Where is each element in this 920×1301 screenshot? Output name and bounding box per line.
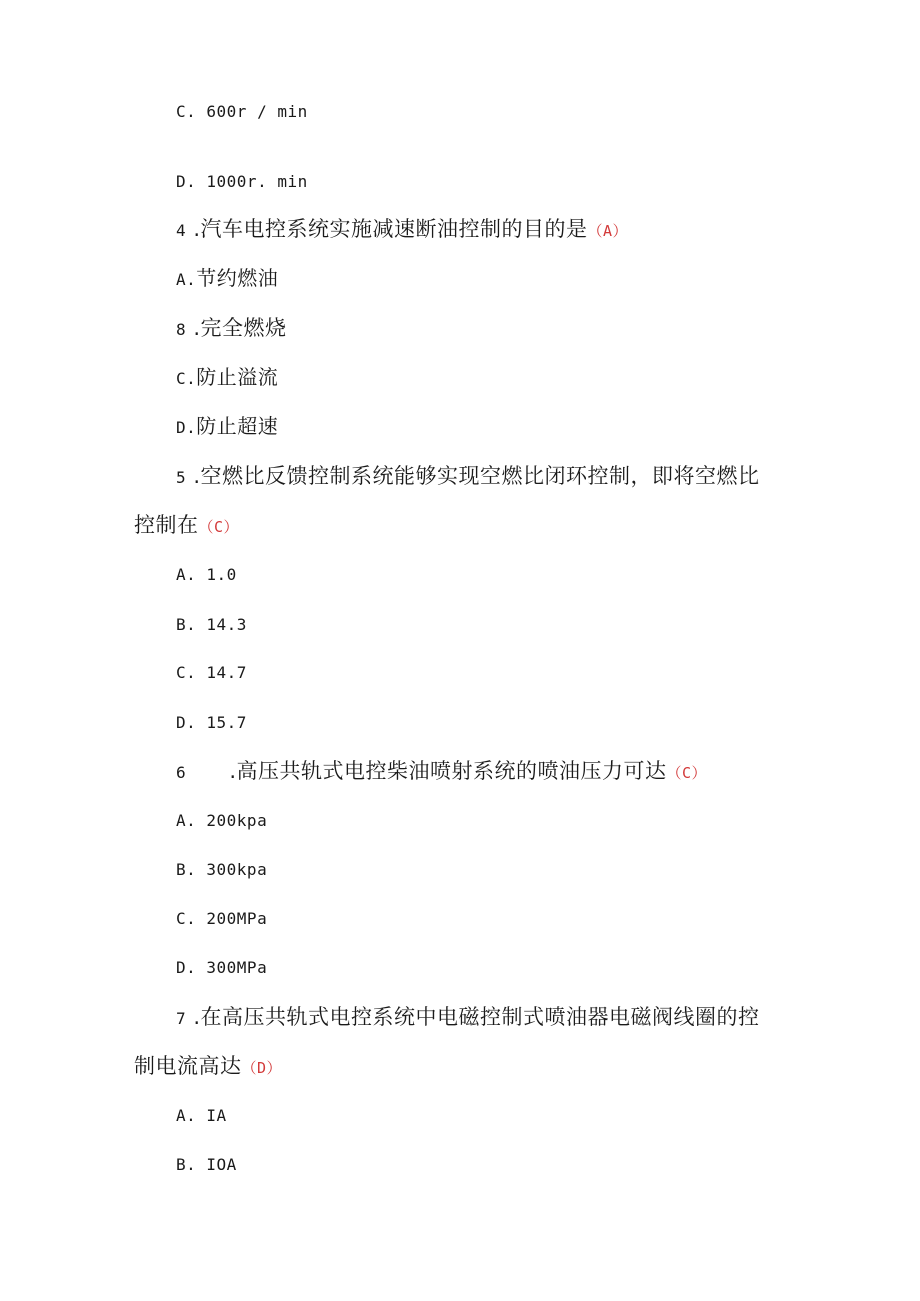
q5-option-d: D. 15.7 [176, 713, 247, 732]
question-7 [176, 1007, 760, 1028]
question-number: 6 [176, 763, 187, 782]
question-6 [176, 761, 707, 782]
q6-option-c: C. 200MPa [176, 909, 268, 928]
q5-option-c: C. 14.7 [176, 663, 247, 682]
option-letter: 8 [176, 320, 187, 339]
question-text-line2: 制电流高达 [134, 1054, 242, 1078]
question-number: 5 [176, 468, 187, 487]
q4-option-b [176, 318, 287, 339]
question-text-line1: .在高压共轨式电控系统中电磁控制式喷油器电磁阀线圈的控 [186, 1005, 760, 1029]
question-7-continued [134, 1056, 282, 1077]
option-text: 防止溢流 [196, 365, 279, 389]
q4-option-a [176, 268, 278, 288]
option-text: 节约燃油 [196, 266, 279, 290]
answer-mark: （C） [198, 518, 240, 536]
question-number: 4 [176, 221, 187, 240]
q7-option-b: B. IOA [176, 1155, 237, 1174]
question-text: .高压共轨式电控柴油喷射系统的喷油压力可达 [222, 759, 667, 783]
question-text-line1: .空燃比反馈控制系统能够实现空燃比闭环控制，即将空燃比 [186, 464, 760, 488]
question-5-continued [134, 515, 239, 536]
question-5 [176, 466, 760, 487]
option-letter: D. [176, 418, 197, 437]
question-4 [176, 219, 628, 240]
question-text: .汽车电控系统实施减速断油控制的目的是 [186, 217, 588, 241]
option-letter: C. [176, 369, 197, 388]
q4-option-c [176, 367, 278, 387]
q5-option-a: A. 1.0 [176, 565, 237, 584]
q5-option-b: B. 14.3 [176, 615, 247, 634]
question-number: 7 [176, 1009, 187, 1028]
q7-option-a: A. IA [176, 1106, 227, 1125]
q4-option-d [176, 416, 278, 436]
question-text-line2: 控制在 [134, 513, 199, 537]
answer-mark: （A） [587, 222, 629, 240]
q6-option-d: D. 300MPa [176, 958, 268, 977]
q3-option-d: D. 1000r. min [176, 172, 308, 191]
q6-option-b: B. 300kpa [176, 860, 268, 879]
option-text: .完全燃烧 [186, 316, 287, 340]
option-letter: A. [176, 270, 197, 289]
q3-option-c: C. 600r / min [176, 102, 308, 121]
answer-mark: （D） [241, 1059, 283, 1077]
option-text: 防止超速 [196, 414, 279, 438]
answer-mark: （C） [666, 764, 708, 782]
q6-option-a: A. 200kpa [176, 811, 268, 830]
